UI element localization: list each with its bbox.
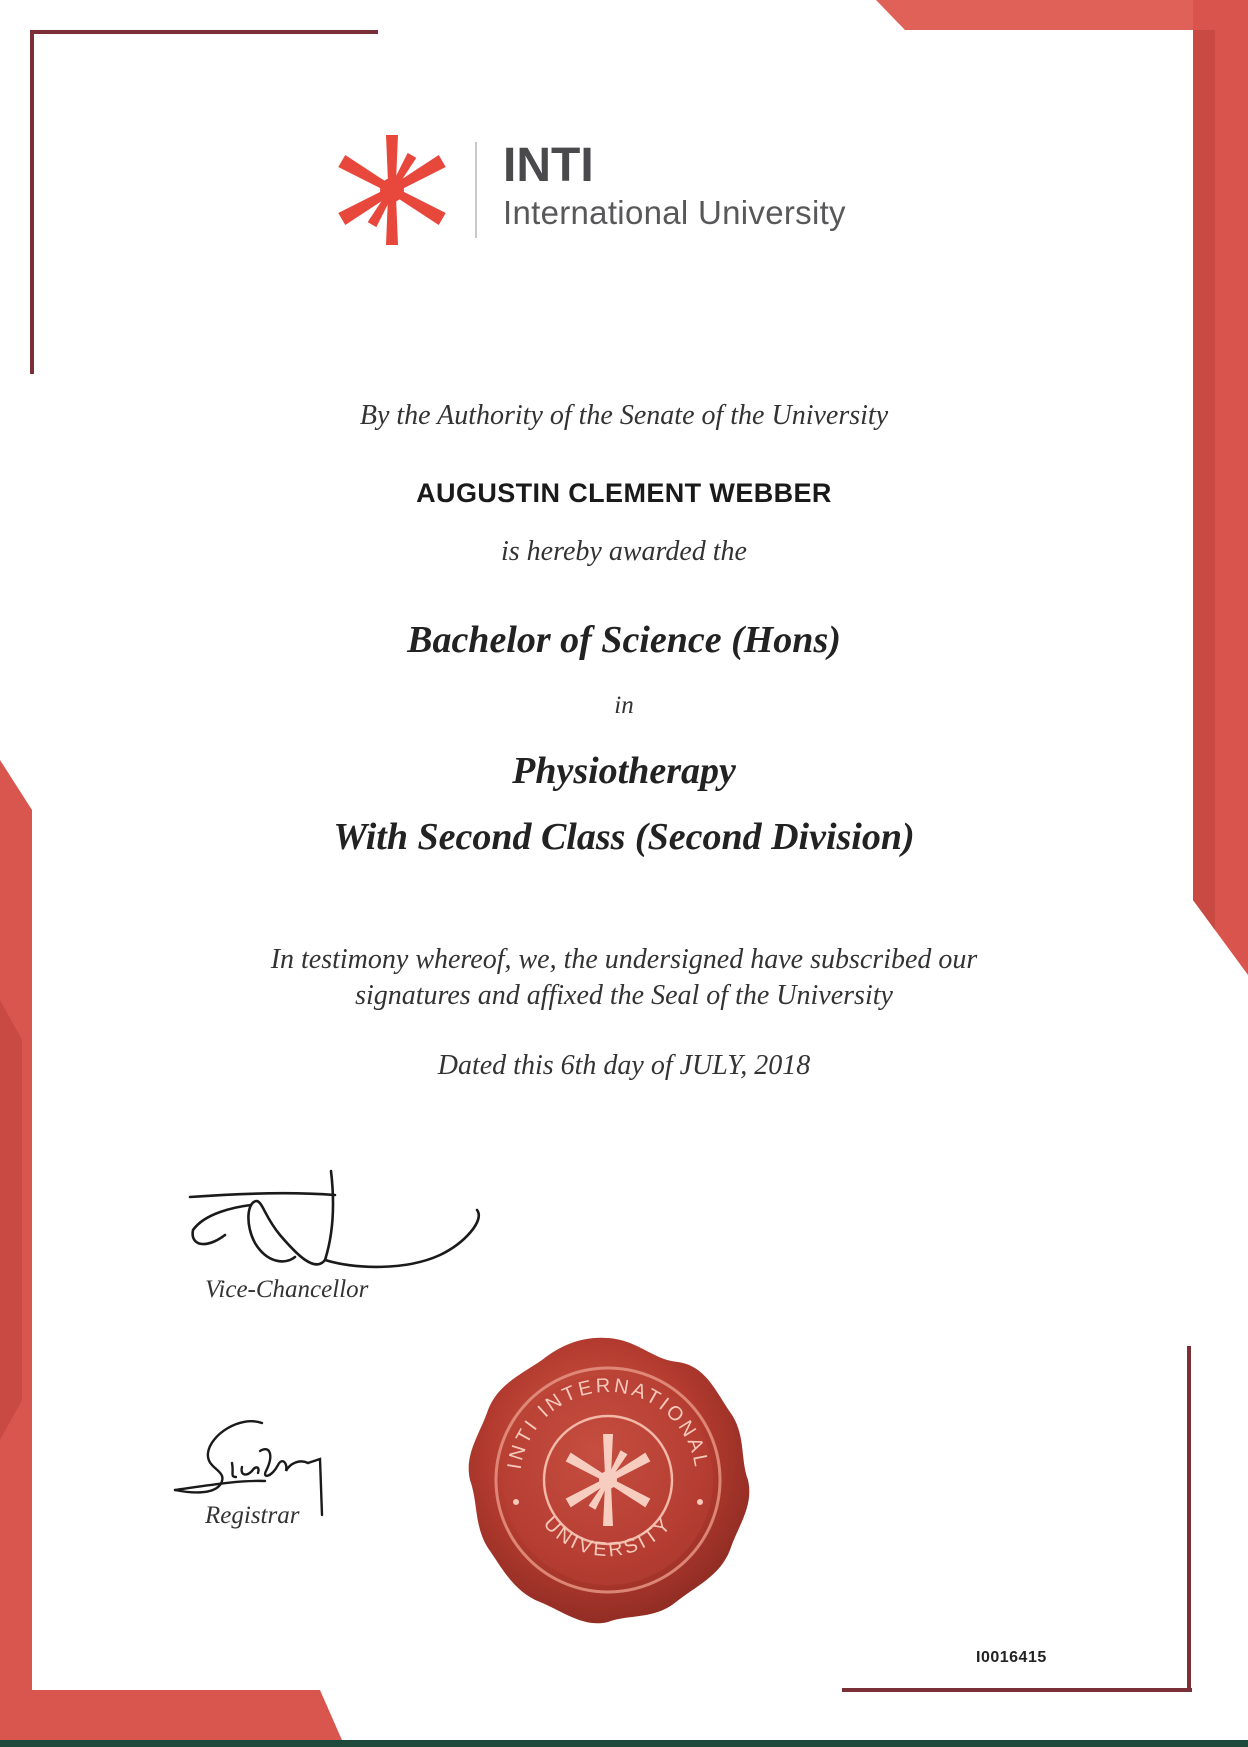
inti-asterisk-logo-icon — [330, 135, 455, 245]
in-word: in — [614, 692, 634, 719]
major-title: Physiotherapy — [512, 750, 736, 792]
classification: With Second Class (Second Division) — [333, 816, 915, 858]
awarded-line: is hereby awarded the — [501, 536, 747, 567]
serial-number: I0016415 — [976, 1649, 1047, 1666]
logo-divider — [475, 142, 477, 238]
degree-title: Bachelor of Science (Hons) — [407, 619, 841, 661]
logo-subtitle: International University — [503, 194, 846, 231]
university-wax-seal — [458, 1330, 758, 1630]
testimony-line-2: signatures and affixed the Seal of the University — [355, 980, 893, 1011]
seal-text-bottom: UNIVERSITY — [538, 1512, 678, 1562]
vice-chancellor-signature — [185, 1165, 515, 1285]
logo-name: INTI — [503, 139, 594, 192]
seal-dot-left — [513, 1499, 519, 1505]
frame-top-right-band — [876, 0, 1248, 30]
dated-line: Dated this 6th day of JULY, 2018 — [437, 1050, 811, 1081]
authority-line: By the Authority of the Senate of the University — [359, 400, 889, 431]
recipient-name: AUGUSTIN CLEMENT WEBBER — [416, 478, 832, 508]
scan-bottom-edge — [0, 1740, 1248, 1747]
seal-dot-right — [697, 1499, 703, 1505]
testimony-line-1: In testimony whereof, we, the undersigned have subscribed our — [270, 944, 978, 975]
seal-text-top: INTI INTERNATIONAL — [503, 1374, 713, 1471]
vice-chancellor-label: Vice-Chancellor — [205, 1276, 369, 1303]
frame-bottom-left-band — [0, 1690, 345, 1747]
registrar-label: Registrar — [205, 1502, 300, 1529]
